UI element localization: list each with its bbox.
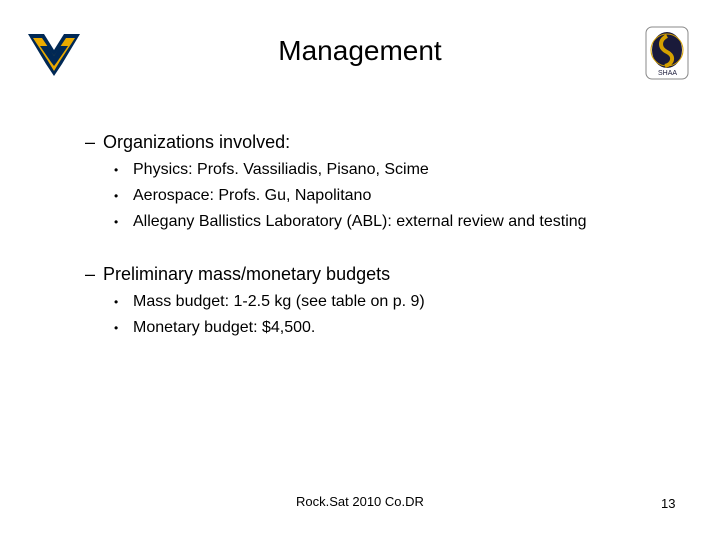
bullet: • — [114, 163, 119, 177]
bullet: • — [114, 295, 119, 309]
list-item-text: Mass budget: 1-2.5 kg (see table on p. 9) — [133, 293, 425, 310]
list-item-text: Aerospace: Profs. Gu, Napolitano — [133, 187, 372, 204]
list-item — [114, 315, 315, 341]
list-item — [114, 209, 587, 235]
page-number: 13 — [661, 496, 676, 511]
list-item-text: Allegany Ballistics Laboratory (ABL): external review and testing — [133, 213, 587, 230]
seal-text: SHAA — [658, 70, 678, 77]
bullet: • — [114, 215, 119, 229]
section-budgets — [85, 262, 390, 286]
list-item-text: Physics: Profs. Vassiliadis, Pisano, Scime — [133, 161, 429, 178]
slide-title: Management — [278, 35, 442, 66]
footer-text: Rock.Sat 2010 Co.DR — [296, 494, 424, 509]
list-item — [114, 157, 429, 183]
section-heading: Organizations involved: — [103, 132, 291, 152]
section-dash: – — [85, 132, 96, 152]
section-dash: – — [85, 264, 96, 284]
section-heading: Preliminary mass/monetary budgets — [103, 264, 391, 284]
list-item — [114, 183, 371, 209]
section-organizations — [85, 130, 290, 154]
list-item — [114, 289, 425, 315]
bullet: • — [114, 189, 119, 203]
list-item-text: Monetary budget: $4,500. — [133, 319, 316, 336]
bullet: • — [114, 321, 119, 335]
